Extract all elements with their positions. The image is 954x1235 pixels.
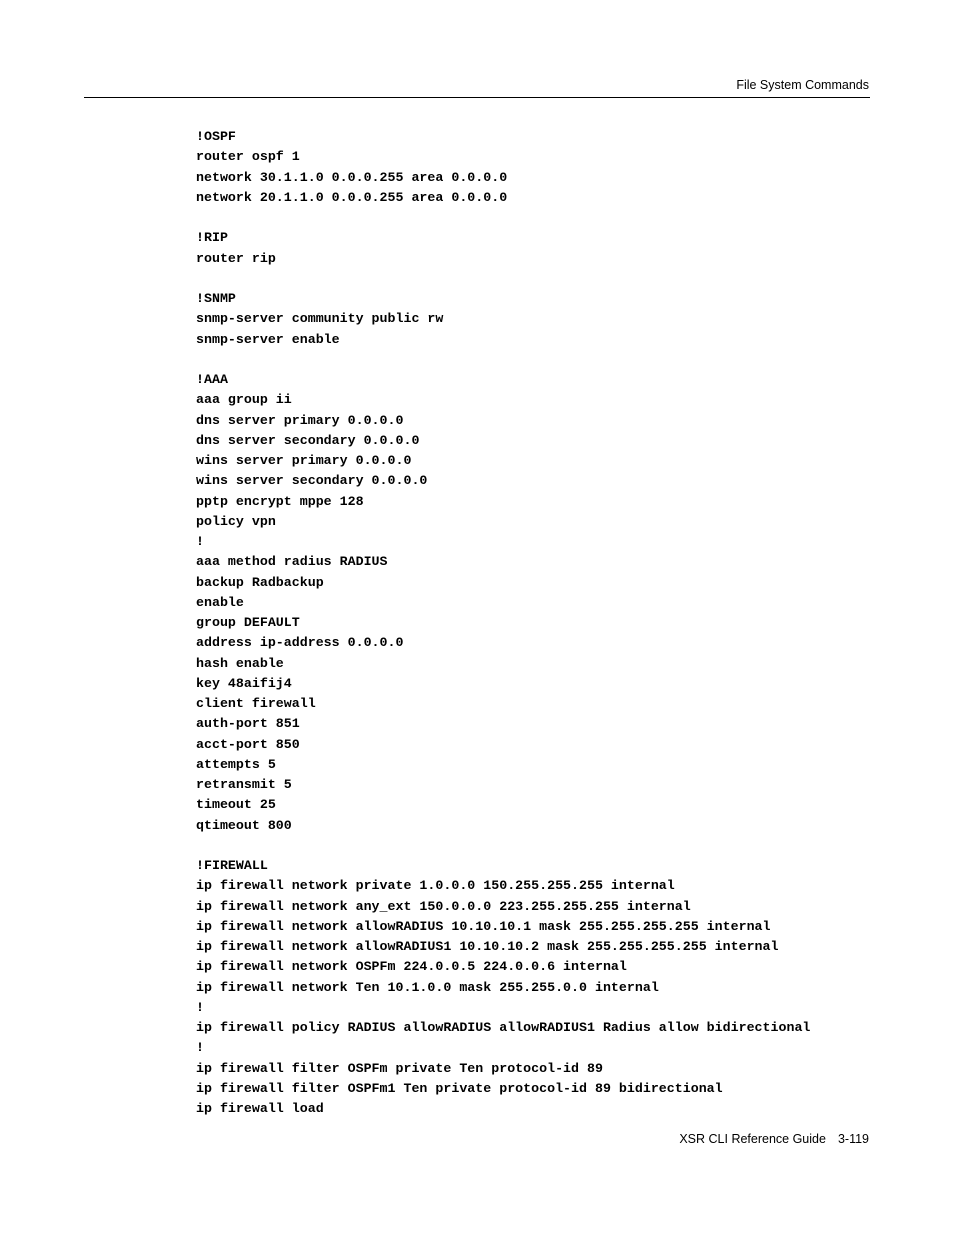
code-line: client firewall xyxy=(196,696,316,711)
code-line: ip firewall filter OSPFm1 Ten private protocol-id 89 bidirectional xyxy=(196,1080,723,1096)
code-line: attempts 5 xyxy=(196,756,276,772)
code-line xyxy=(196,208,810,228)
code-line: aaa group ii xyxy=(196,392,292,408)
code-line: !AAA xyxy=(196,372,228,387)
code-line: router ospf 1 xyxy=(196,149,300,165)
code-line: address ip-address 0.0.0.0 xyxy=(196,635,404,651)
code-line: timeout 25 xyxy=(196,797,276,813)
code-line: policy vpn xyxy=(196,513,276,529)
code-line: retransmit 5 xyxy=(196,777,292,792)
header-divider xyxy=(84,97,870,98)
code-line: pptp encrypt mppe 128 xyxy=(196,493,364,509)
code-line: ip firewall network allowRADIUS 10.10.10.1 mask 255.255.255.255 internal xyxy=(196,918,771,934)
code-line xyxy=(196,269,810,289)
code-line: qtimeout 800 xyxy=(196,817,292,833)
guide-title: XSR CLI Reference Guide xyxy=(679,1132,826,1146)
code-line: dns server secondary 0.0.0.0 xyxy=(196,432,420,448)
running-header: File System Commands xyxy=(736,78,869,92)
code-line: acct-port 850 xyxy=(196,736,300,752)
code-line: !RIP xyxy=(196,230,228,246)
code-line: router rip xyxy=(196,250,276,266)
code-line: ip firewall network allowRADIUS1 10.10.10.2 mask 255.255.255.255 internal xyxy=(196,939,779,954)
code-line: !FIREWALL xyxy=(196,858,268,873)
code-line: network 30.1.1.0 0.0.0.255 area 0.0.0.0 xyxy=(196,169,508,185)
code-line: ip firewall load xyxy=(196,1101,324,1116)
code-line: !SNMP xyxy=(196,291,236,306)
code-line: ip firewall network private 1.0.0.0 150.255.255.255 internal xyxy=(196,878,675,894)
code-line: ! xyxy=(196,999,204,1015)
code-line: aaa method radius RADIUS xyxy=(196,554,388,570)
code-line: ! xyxy=(196,534,204,549)
code-line: ip firewall network Ten 10.1.0.0 mask 255.255.0.0 internal xyxy=(196,979,659,995)
code-line: wins server secondary 0.0.0.0 xyxy=(196,473,428,489)
code-line: ! xyxy=(196,1040,204,1056)
code-line: ip firewall filter OSPFm private Ten protocol-id 89 xyxy=(196,1060,603,1076)
cli-config-listing xyxy=(196,127,810,1119)
code-line: ip firewall network any_ext 150.0.0.0 223.255.255.255 internal xyxy=(196,898,691,914)
code-line: dns server primary 0.0.0.0 xyxy=(196,412,404,428)
code-line: ip firewall policy RADIUS allowRADIUS allowRADIUS1 Radius allow bidirectional xyxy=(196,1020,811,1035)
code-line: hash enable xyxy=(196,655,284,671)
code-line xyxy=(196,836,810,856)
code-line: enable xyxy=(196,594,244,610)
code-line: group DEFAULT xyxy=(196,615,300,630)
page-number: 3-119 xyxy=(837,1132,869,1146)
code-line: key 48aifij4 xyxy=(196,675,292,691)
code-line: network 20.1.1.0 0.0.0.255 area 0.0.0.0 xyxy=(196,189,508,205)
code-line: !OSPF xyxy=(196,129,236,144)
code-line: auth-port 851 xyxy=(196,716,300,732)
code-line: snmp-server enable xyxy=(196,331,340,347)
running-footer xyxy=(679,1132,869,1146)
code-line xyxy=(196,350,810,370)
code-line: backup Radbackup xyxy=(196,574,324,590)
code-line: snmp-server community public rw xyxy=(196,311,444,327)
code-line: wins server primary 0.0.0.0 xyxy=(196,453,412,468)
code-line: ip firewall network OSPFm 224.0.0.5 224.0.0.6 internal xyxy=(196,959,627,975)
